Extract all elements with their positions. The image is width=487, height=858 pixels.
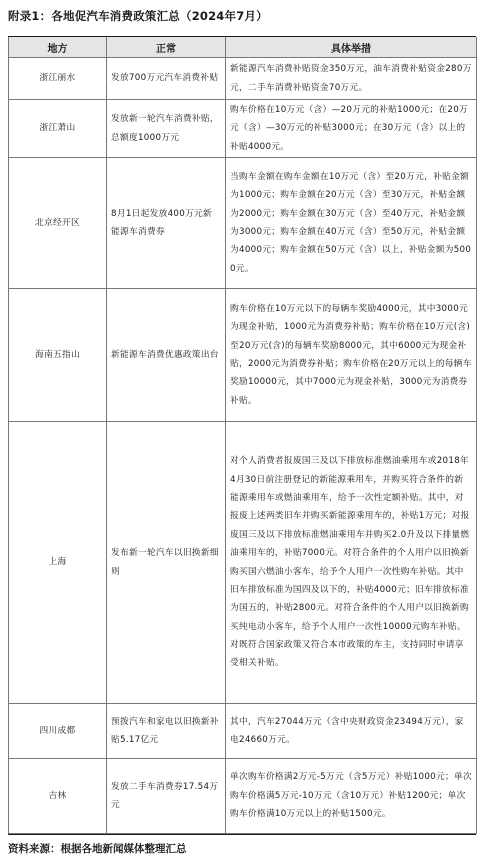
detail-cell: 其中，汽车27044万元（含中央财政资金23494万元），家电24660万元。 <box>226 704 477 759</box>
table-row <box>9 158 477 289</box>
header-policy: 正常 <box>107 37 226 58</box>
policy-cell: 新能源车消费优惠政策出台 <box>107 289 226 422</box>
table-row <box>9 422 477 704</box>
region-cell: 上海 <box>9 422 107 704</box>
detail-cell: 单次购车价格满2万元-5万元（含5万元）补贴1000元；单次购车价格满5万元-10万元（含10万元）补贴1200元；单次购车价格满10万元以上的补贴1500元。 <box>226 759 477 834</box>
region-cell: 北京经开区 <box>9 158 107 289</box>
table-row <box>9 58 477 100</box>
table-row <box>9 704 477 759</box>
source-note: 资料来源：根据各地新闻媒体整理汇总 <box>8 843 187 855</box>
table-row <box>9 289 477 422</box>
policy-cell: 预拨汽车和家电以旧换新补贴5.17亿元 <box>107 704 226 759</box>
policy-cell: 发放新一轮汽车消费补贴，总额度1000万元 <box>107 100 226 158</box>
table-header-row <box>9 37 477 58</box>
policy-cell: 发放700万元汽车消费补贴 <box>107 58 226 100</box>
region-cell: 四川成都 <box>9 704 107 759</box>
header-region: 地方 <box>9 37 107 58</box>
table-row <box>9 759 477 834</box>
policy-cell: 发放二手车消费券17.54万元 <box>107 759 226 834</box>
policy-cell: 发布新一轮汽车以旧换新细则 <box>107 422 226 704</box>
bottom-rule <box>8 834 476 835</box>
region-cell: 吉林 <box>9 759 107 834</box>
document-title: 附录1：各地促汽车消费政策汇总（2024年7月） <box>8 9 268 23</box>
detail-cell: 购车价格在10万元（含）—20万元的补贴1000元；在20万元（含）—30万元的补贴3000元；在30万元（含）以上的补贴4000元。 <box>226 100 477 158</box>
detail-cell: 当购车金额在购车金额在10万元（含）至20万元，补贴金额为1000元；购车金额在20万元（含）至30万元，补贴金额为2000元；购车金额在30万元（含）至40万元，补贴金额为3000元；购车金额在40万元（含）至50万元，补贴金额为4000元；购车金额在50万元（含）以上，补贴金额为5000元。 <box>226 158 477 289</box>
region-cell: 浙江丽水 <box>9 58 107 100</box>
region-cell: 浙江萧山 <box>9 100 107 158</box>
detail-cell: 新能源汽车消费补贴资金350万元，油车消费补贴资金280万元，二手车消费补贴资金70万元。 <box>226 58 477 100</box>
detail-cell: 对个人消费者报废国三及以下排放标准燃油乘用车或2018年4月30日前注册登记的新能源乘用车，并购买符合条件的新能源乘用车或燃油乘用车，给予一次性定额补贴。其中，对报废上述两类旧车并购买新能源乘用车的，补贴1万元；对报废国三及以下排放标准燃油乘用车并购买2.0升及以下排量燃油乘用车的，补贴7000元。对符合条件的个人用户以旧换新购买国六燃油小客车，给予个人用户一次性购车补贴。其中旧车排放标准为国四及以下的，补贴4000元；旧车排放标准为国五的，补贴2800元。对符合条件的个人用户以旧换新购买纯电动小客车，给予个人用户一次性10000元购车补贴。对既符合国家政策又符合本市政策的车主，支持同时申请享受相关补贴。 <box>226 422 477 704</box>
policy-table <box>8 37 477 834</box>
header-detail: 具体举措 <box>226 37 477 58</box>
table-row <box>9 100 477 158</box>
detail-cell: 购车价格在10万元以下的每辆车奖励4000元，其中3000元为现金补贴，1000元为消费券补贴；购车价格在10万元(含)至20万元(含)的每辆车奖励8000元，其中6000元为现金补贴，2000元为消费券补贴；购车价格在20万元以上的每辆车奖励10000元，其中7000元为现金补贴，3000元为消费券补贴。 <box>226 289 477 422</box>
policy-cell: 8月1日起发放400万元新能源车消费券 <box>107 158 226 289</box>
region-cell: 海南五指山 <box>9 289 107 422</box>
